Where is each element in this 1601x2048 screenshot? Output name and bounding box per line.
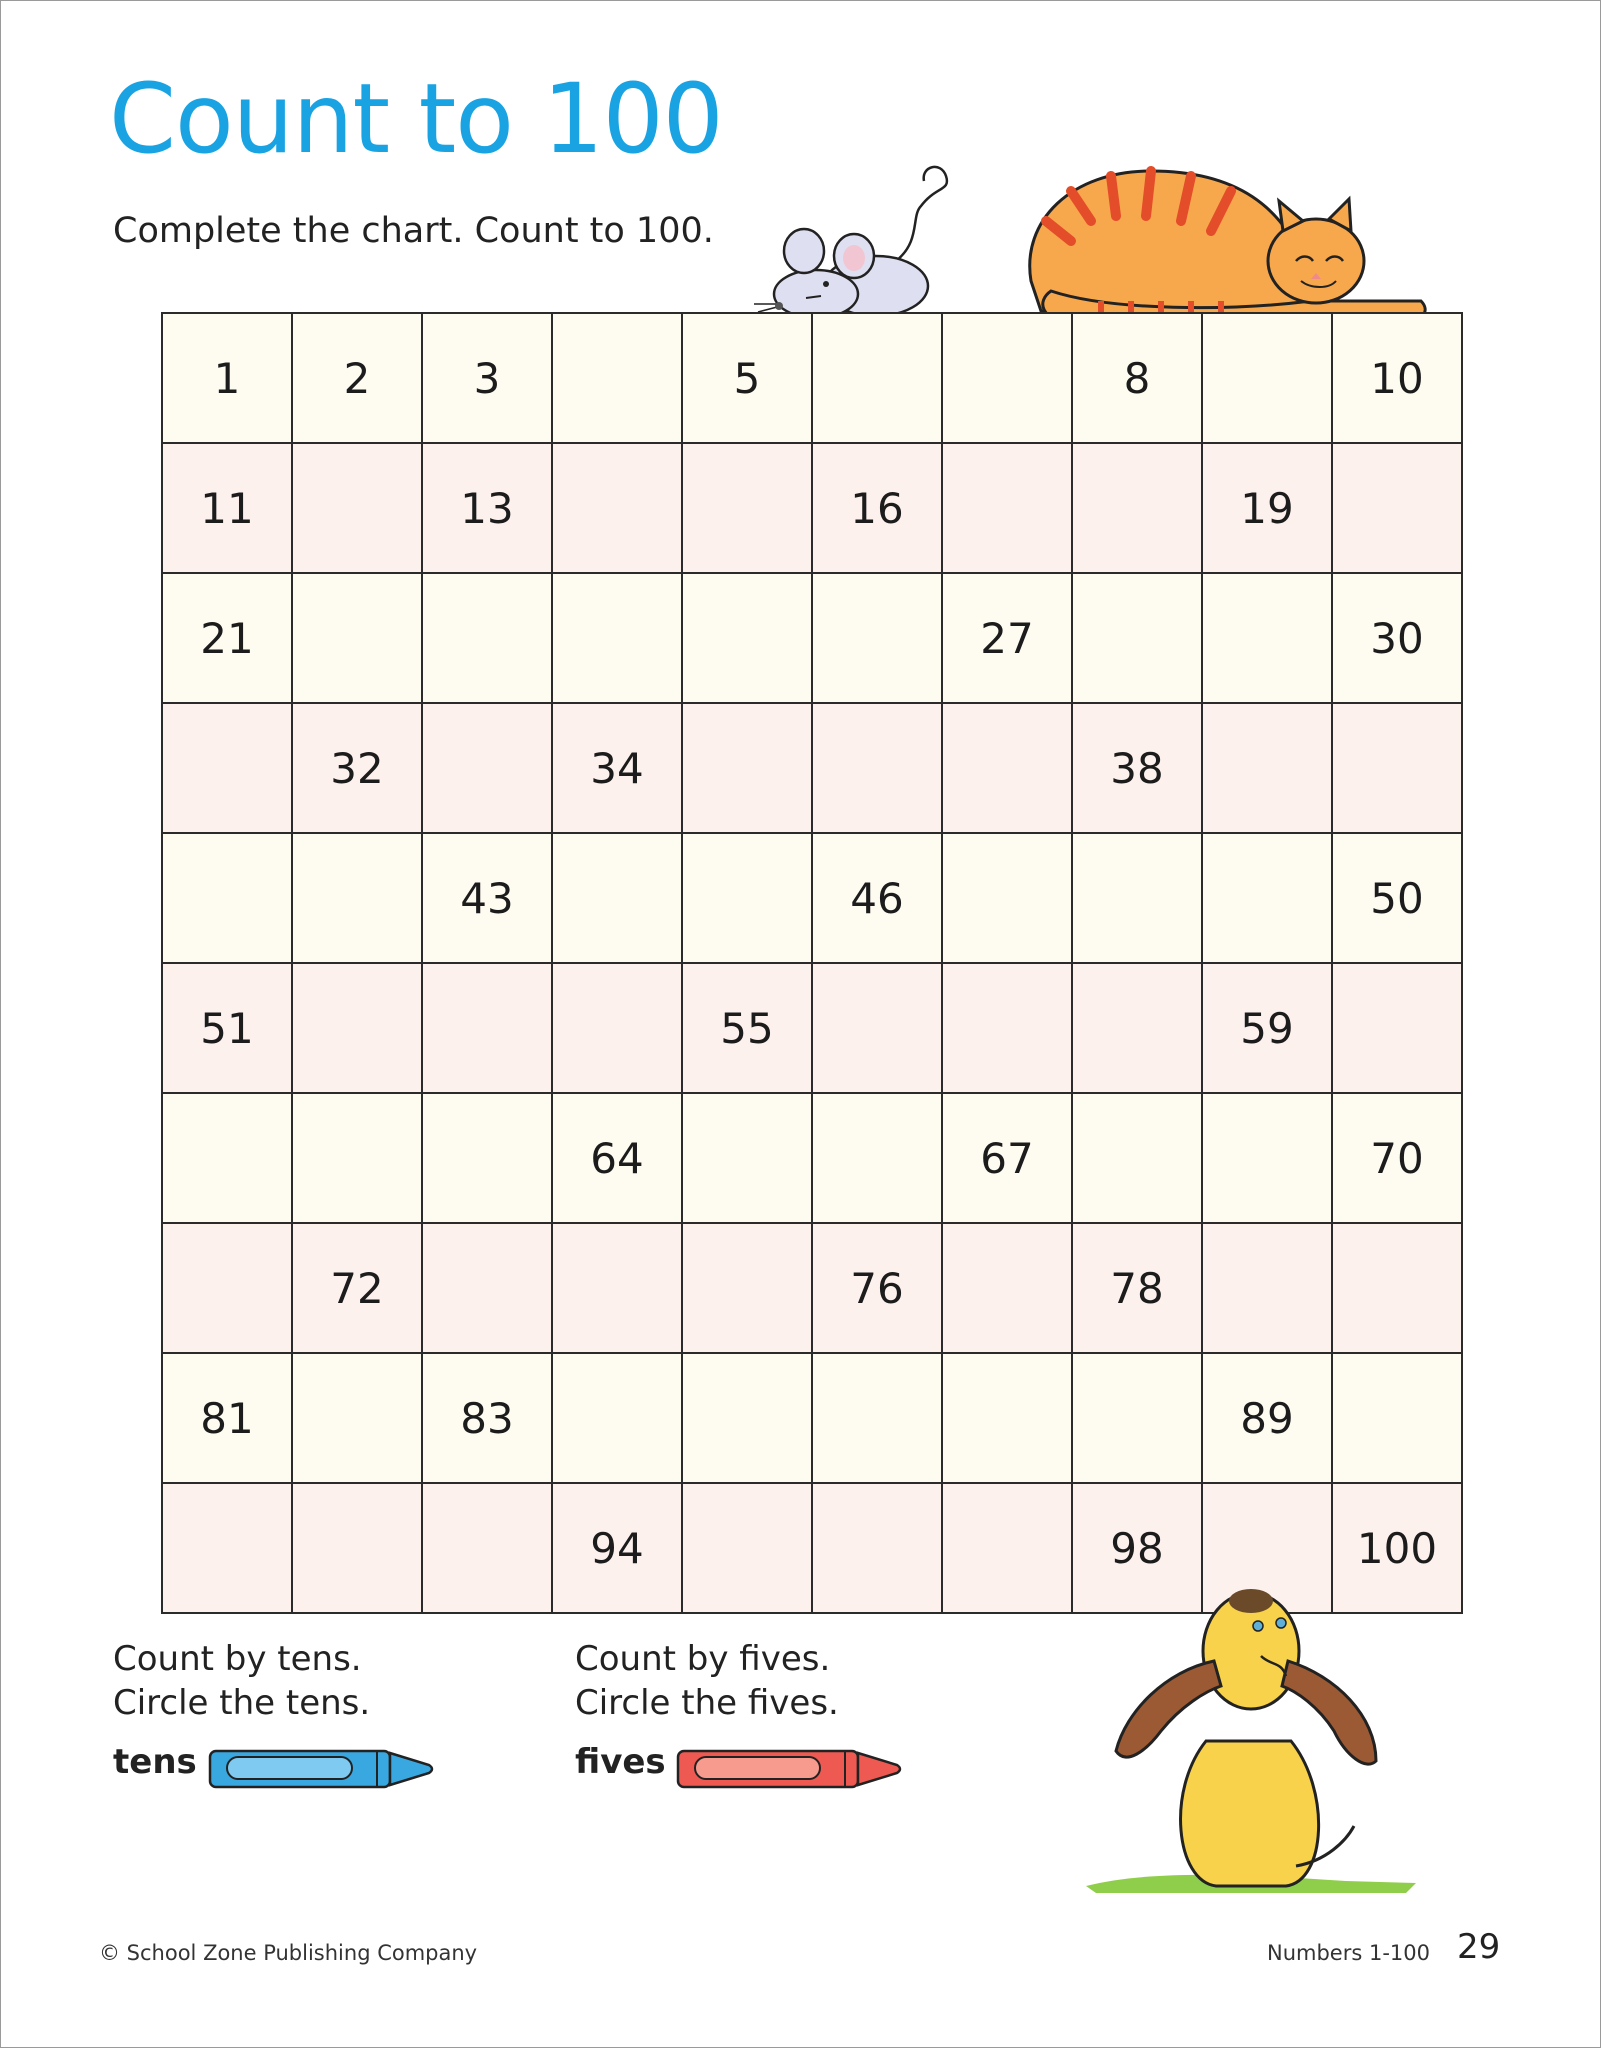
number-cell: 81 xyxy=(162,1353,292,1483)
blank-number-cell[interactable] xyxy=(942,443,1072,573)
number-cell: 5 xyxy=(682,313,812,443)
blank-number-cell[interactable] xyxy=(162,703,292,833)
blank-number-cell[interactable] xyxy=(1332,443,1462,573)
blank-number-cell[interactable] xyxy=(422,1483,552,1613)
blank-number-cell[interactable] xyxy=(942,313,1072,443)
blank-number-cell[interactable] xyxy=(942,1353,1072,1483)
number-cell: 89 xyxy=(1202,1353,1332,1483)
tens-label: tens xyxy=(113,1742,197,1782)
blank-number-cell[interactable] xyxy=(942,1223,1072,1353)
number-cell: 76 xyxy=(812,1223,942,1353)
blank-number-cell[interactable] xyxy=(1332,963,1462,1093)
blank-number-cell[interactable] xyxy=(162,833,292,963)
chart-row xyxy=(162,1353,1462,1483)
blank-number-cell[interactable] xyxy=(812,1483,942,1613)
section-label: Numbers 1-100 xyxy=(1267,1941,1430,1965)
number-cell: 78 xyxy=(1072,1223,1202,1353)
blank-number-cell[interactable] xyxy=(682,703,812,833)
blank-number-cell[interactable] xyxy=(682,573,812,703)
blank-number-cell[interactable] xyxy=(292,1093,422,1223)
number-cell: 59 xyxy=(1202,963,1332,1093)
blank-number-cell[interactable] xyxy=(552,573,682,703)
number-cell: 30 xyxy=(1332,573,1462,703)
dog-illustration xyxy=(1086,1581,1436,1901)
number-cell: 51 xyxy=(162,963,292,1093)
blank-number-cell[interactable] xyxy=(1072,1353,1202,1483)
chart-row xyxy=(162,313,1462,443)
page-title: Count to 100 xyxy=(109,63,723,175)
blue-crayon-icon xyxy=(207,1743,437,1793)
number-cell: 19 xyxy=(1202,443,1332,573)
blank-number-cell[interactable] xyxy=(162,1483,292,1613)
page-number: 29 xyxy=(1457,1927,1501,1967)
number-cell: 32 xyxy=(292,703,422,833)
chart-row xyxy=(162,703,1462,833)
blank-number-cell[interactable] xyxy=(292,443,422,573)
blank-number-cell[interactable] xyxy=(1332,703,1462,833)
number-cell: 98 xyxy=(1072,1483,1202,1613)
blank-number-cell[interactable] xyxy=(292,1353,422,1483)
blank-number-cell[interactable] xyxy=(942,833,1072,963)
blank-number-cell[interactable] xyxy=(1072,963,1202,1093)
number-cell: 43 xyxy=(422,833,552,963)
number-cell: 8 xyxy=(1072,313,1202,443)
instruction-text: Complete the chart. Count to 100. xyxy=(113,211,714,251)
number-cell: 13 xyxy=(422,443,552,573)
number-cell: 38 xyxy=(1072,703,1202,833)
mouse-illustration xyxy=(746,146,976,326)
blank-number-cell[interactable] xyxy=(682,1483,812,1613)
number-cell: 64 xyxy=(552,1093,682,1223)
red-crayon-icon xyxy=(675,1743,905,1793)
number-cell: 3 xyxy=(422,313,552,443)
blank-number-cell[interactable] xyxy=(682,1223,812,1353)
blank-number-cell[interactable] xyxy=(552,443,682,573)
blank-number-cell[interactable] xyxy=(552,313,682,443)
blank-number-cell[interactable] xyxy=(682,1353,812,1483)
number-cell: 10 xyxy=(1332,313,1462,443)
blank-number-cell[interactable] xyxy=(552,1353,682,1483)
blank-number-cell[interactable] xyxy=(162,1223,292,1353)
blank-number-cell[interactable] xyxy=(1202,313,1332,443)
blank-number-cell[interactable] xyxy=(1202,573,1332,703)
number-cell: 94 xyxy=(552,1483,682,1613)
chart-row xyxy=(162,443,1462,573)
number-cell: 21 xyxy=(162,573,292,703)
blank-number-cell[interactable] xyxy=(422,573,552,703)
fives-instruction-2: Circle the fives. xyxy=(575,1683,839,1723)
blank-number-cell[interactable] xyxy=(292,963,422,1093)
number-cell: 34 xyxy=(552,703,682,833)
number-cell: 55 xyxy=(682,963,812,1093)
blank-number-cell[interactable] xyxy=(682,443,812,573)
blank-number-cell[interactable] xyxy=(1332,1223,1462,1353)
blank-number-cell[interactable] xyxy=(812,313,942,443)
number-cell: 72 xyxy=(292,1223,422,1353)
blank-number-cell[interactable] xyxy=(942,1483,1072,1613)
blank-number-cell[interactable] xyxy=(292,573,422,703)
blank-number-cell[interactable] xyxy=(422,703,552,833)
blank-number-cell[interactable] xyxy=(1202,833,1332,963)
blank-number-cell[interactable] xyxy=(812,1093,942,1223)
fives-instruction-1: Count by fives. xyxy=(575,1639,831,1679)
blank-number-cell[interactable] xyxy=(812,573,942,703)
blank-number-cell[interactable] xyxy=(682,833,812,963)
blank-number-cell[interactable] xyxy=(552,833,682,963)
blank-number-cell[interactable] xyxy=(162,1093,292,1223)
chart-row xyxy=(162,963,1462,1093)
fives-task xyxy=(575,1637,839,1725)
copyright-text: © School Zone Publishing Company xyxy=(99,1941,478,1965)
number-cell: 50 xyxy=(1332,833,1462,963)
blank-number-cell[interactable] xyxy=(682,1093,812,1223)
fives-label: fives xyxy=(575,1742,666,1782)
blank-number-cell[interactable] xyxy=(1202,703,1332,833)
chart-row xyxy=(162,1223,1462,1353)
number-cell: 83 xyxy=(422,1353,552,1483)
blank-number-cell[interactable] xyxy=(942,703,1072,833)
tens-task xyxy=(113,1637,370,1725)
blank-number-cell[interactable] xyxy=(292,1483,422,1613)
number-cell: 100 xyxy=(1332,1483,1462,1613)
number-cell: 67 xyxy=(942,1093,1072,1223)
blank-number-cell[interactable] xyxy=(292,833,422,963)
number-cell: 46 xyxy=(812,833,942,963)
number-cell: 70 xyxy=(1332,1093,1462,1223)
number-cell: 16 xyxy=(812,443,942,573)
blank-number-cell[interactable] xyxy=(812,963,942,1093)
hundreds-chart xyxy=(161,312,1463,1614)
tens-instruction-2: Circle the tens. xyxy=(113,1683,371,1723)
number-cell: 2 xyxy=(292,313,422,443)
blank-number-cell[interactable] xyxy=(552,963,682,1093)
blank-number-cell[interactable] xyxy=(942,963,1072,1093)
blank-number-cell[interactable] xyxy=(552,1223,682,1353)
chart-row xyxy=(162,573,1462,703)
sleeping-cat-illustration xyxy=(1011,161,1451,331)
blank-number-cell[interactable] xyxy=(812,703,942,833)
number-cell: 11 xyxy=(162,443,292,573)
blank-number-cell[interactable] xyxy=(1072,833,1202,963)
blank-number-cell[interactable] xyxy=(1332,1353,1462,1483)
blank-number-cell[interactable] xyxy=(1072,443,1202,573)
blank-number-cell[interactable] xyxy=(1072,1093,1202,1223)
blank-number-cell[interactable] xyxy=(1072,573,1202,703)
blank-number-cell[interactable] xyxy=(812,1353,942,1483)
blank-number-cell[interactable] xyxy=(1202,1223,1332,1353)
blank-number-cell[interactable] xyxy=(422,1093,552,1223)
number-cell: 27 xyxy=(942,573,1072,703)
number-cell: 1 xyxy=(162,313,292,443)
tens-instruction-1: Count by tens. xyxy=(113,1639,362,1679)
chart-row xyxy=(162,833,1462,963)
chart-row xyxy=(162,1093,1462,1223)
blank-number-cell[interactable] xyxy=(422,963,552,1093)
blank-number-cell[interactable] xyxy=(1202,1093,1332,1223)
blank-number-cell[interactable] xyxy=(422,1223,552,1353)
